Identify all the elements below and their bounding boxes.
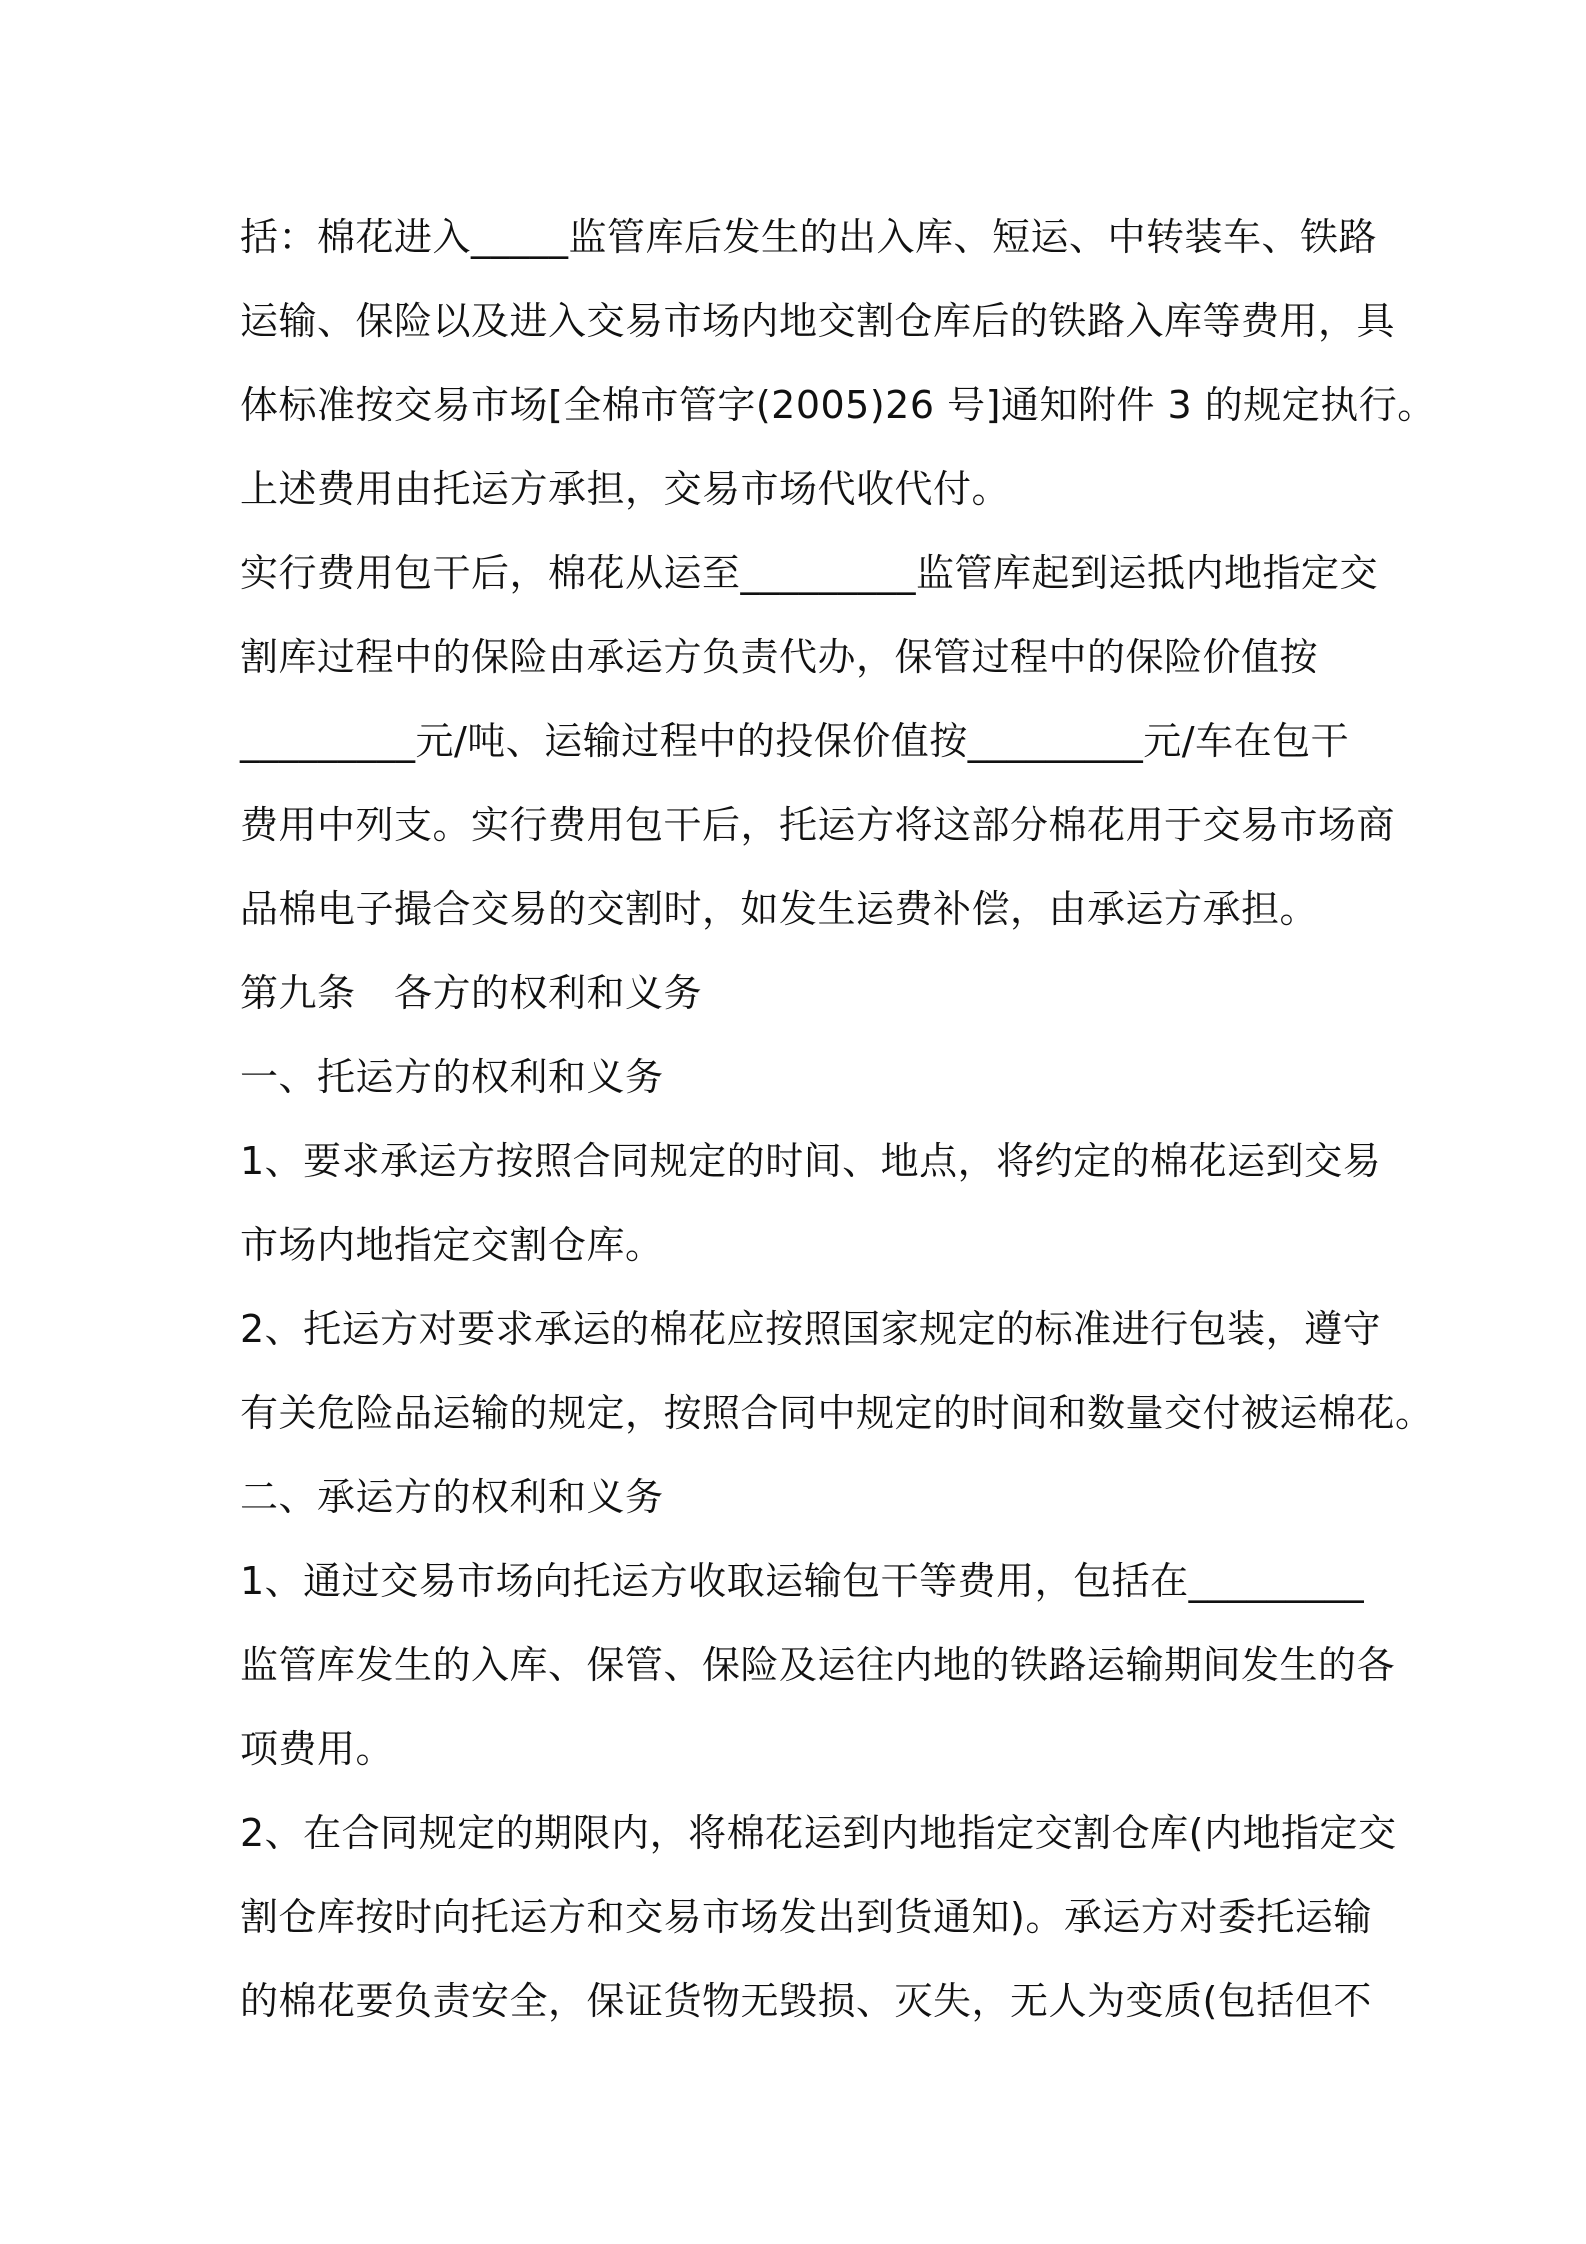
text-line: 括：棉花进入_____监管库后发生的出入库、短运、中转装车、铁路 <box>240 215 1378 259</box>
text-line: 上述费用由托运方承担，交易市场代收代付。 <box>240 467 1011 511</box>
text-line: 割仓库按时向托运方和交易市场发出到货通知)。承运方对委托运输 <box>240 1895 1372 1939</box>
text-line: 项费用。 <box>240 1727 395 1771</box>
text-line: 1、要求承运方按照合同规定的时间、地点，将约定的棉花运到交易 <box>240 1139 1382 1183</box>
text-line: _________元/吨、运输过程中的投保价值按_________元/车在包干 <box>240 719 1350 763</box>
section-heading: 第九条 各方的权利和义务 <box>240 971 703 1015</box>
text-line: 监管库发生的入库、保管、保险及运往内地的铁路运输期间发生的各 <box>240 1643 1396 1687</box>
text-line: 运输、保险以及进入交易市场内地交割仓库后的铁路入库等费用，具 <box>240 299 1396 343</box>
text-line: 1、通过交易市场向托运方收取运输包干等费用，包括在_________ <box>240 1559 1365 1603</box>
text-line: 体标准按交易市场[全棉市管字(2005)26 号]通知附件 3 的规定执行。 <box>240 383 1436 427</box>
text-line: 有关危险品运输的规定，按照合同中规定的时间和数量交付被运棉花。 <box>240 1391 1434 1435</box>
text-line: 市场内地指定交割仓库。 <box>240 1223 664 1267</box>
text-line: 2、在合同规定的期限内，将棉花运到内地指定交割仓库(内地指定交 <box>240 1811 1397 1855</box>
text-line: 品棉电子撮合交易的交割时，如发生运费补偿，由承运方承担。 <box>240 887 1319 931</box>
text-line: 割库过程中的保险由承运方负责代办，保管过程中的保险价值按 <box>240 635 1319 679</box>
text-line: 实行费用包干后，棉花从运至_________监管库起到运抵内地指定交 <box>240 551 1379 595</box>
subsection-heading: 二、承运方的权利和义务 <box>240 1475 664 1519</box>
document-body <box>240 195 1436 2043</box>
text-line: 的棉花要负责安全，保证货物无毁损、灭失，无人为变质(包括但不 <box>240 1979 1372 2023</box>
subsection-heading: 一、托运方的权利和义务 <box>240 1055 664 1099</box>
text-line: 费用中列支。实行费用包干后，托运方将这部分棉花用于交易市场商 <box>240 803 1396 847</box>
text-line: 2、托运方对要求承运的棉花应按照国家规定的标准进行包装，遵守 <box>240 1307 1382 1351</box>
